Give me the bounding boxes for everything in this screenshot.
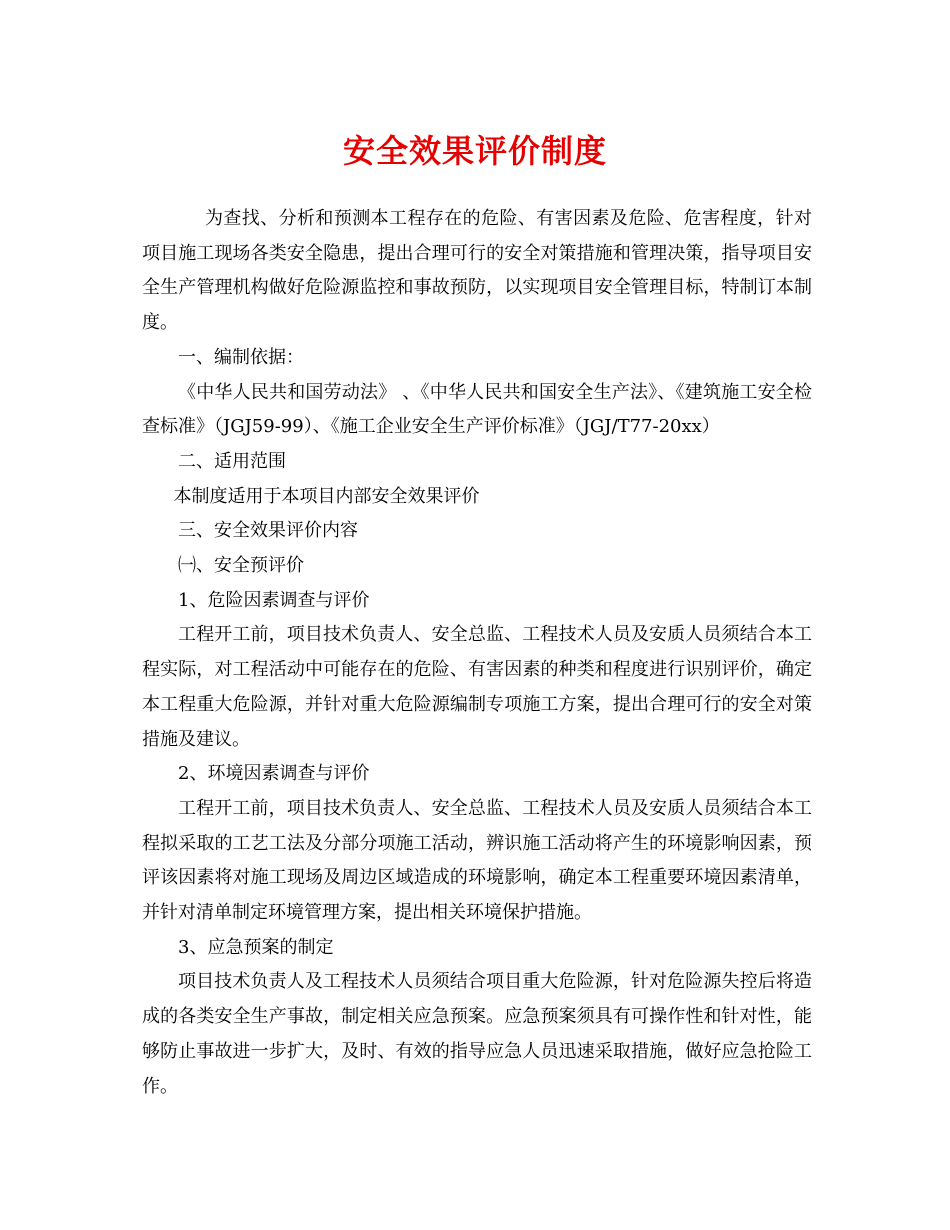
document-body (142, 202, 812, 1104)
item3-text: 项目技术负责人及工程技术人员须结合项目重大危险源，针对危险源失控后将造成的各类安全生产事故，制定相关应急预案。应急预案须具有可操作性和针对性，能够防止事故进一步扩大，及时、有效的指导应急人员迅速采取措施，做好应急抢险工作。 (142, 971, 812, 1097)
section2-text: 本制度适用于本项目内部安全效果评价 (173, 485, 480, 507)
item1-heading: 1、危险因素调查与评价 (178, 589, 370, 611)
item2-heading: 2、环境因素调查与评价 (178, 763, 370, 785)
section1-heading: 一、编制依据： (178, 346, 304, 368)
section1-text: 《中华人民共和国劳动法》 、《中华人民共和国安全生产法》、《建筑施工安全检查标准》（JGJ59-99）、《施工企业安全生产评价标准》（JGJ/T77-20xx） (142, 381, 812, 438)
item1-text: 工程开工前，项目技术负责人、安全总监、工程技术人员及安质人员须结合本工程实际，对工程活动中可能存在的危险、有害因素的种类和程度进行识别评价，确定本工程重大危险源，并针对重大危险源编制专项施工方案，提出合理可行的安全对策措施及建议。 (142, 624, 812, 750)
document-title: 安全效果评价制度 (342, 132, 607, 170)
intro-paragraph: 为查找、分析和预测本工程存在的危险、有害因素及危险、危害程度，针对项目施工现场各类安全隐患，提出合理可行的安全对策措施和管理决策，指导项目安全生产管理机构做好危险源监控和事故预防，以实现项目安全管理目标，特制订本制度。 (142, 208, 812, 334)
item3-heading: 3、应急预案的制定 (178, 936, 334, 958)
section3-heading: 三、安全效果评价内容 (178, 520, 358, 542)
subsection1-heading: ㈠、安全预评价 (178, 555, 304, 577)
section2-heading: 二、适用范围 (178, 450, 286, 472)
item2-text: 工程开工前，项目技术负责人、安全总监、工程技术人员及安质人员须结合本工程拟采取的工艺工法及分部分项施工活动，辨识施工活动将产生的环境影响因素，预评该因素将对施工现场及周边区域造成的环境影响，确定本工程重要环境因素清单，并针对清单制定环境管理方案，提出相关环境保护措施。 (142, 797, 812, 924)
